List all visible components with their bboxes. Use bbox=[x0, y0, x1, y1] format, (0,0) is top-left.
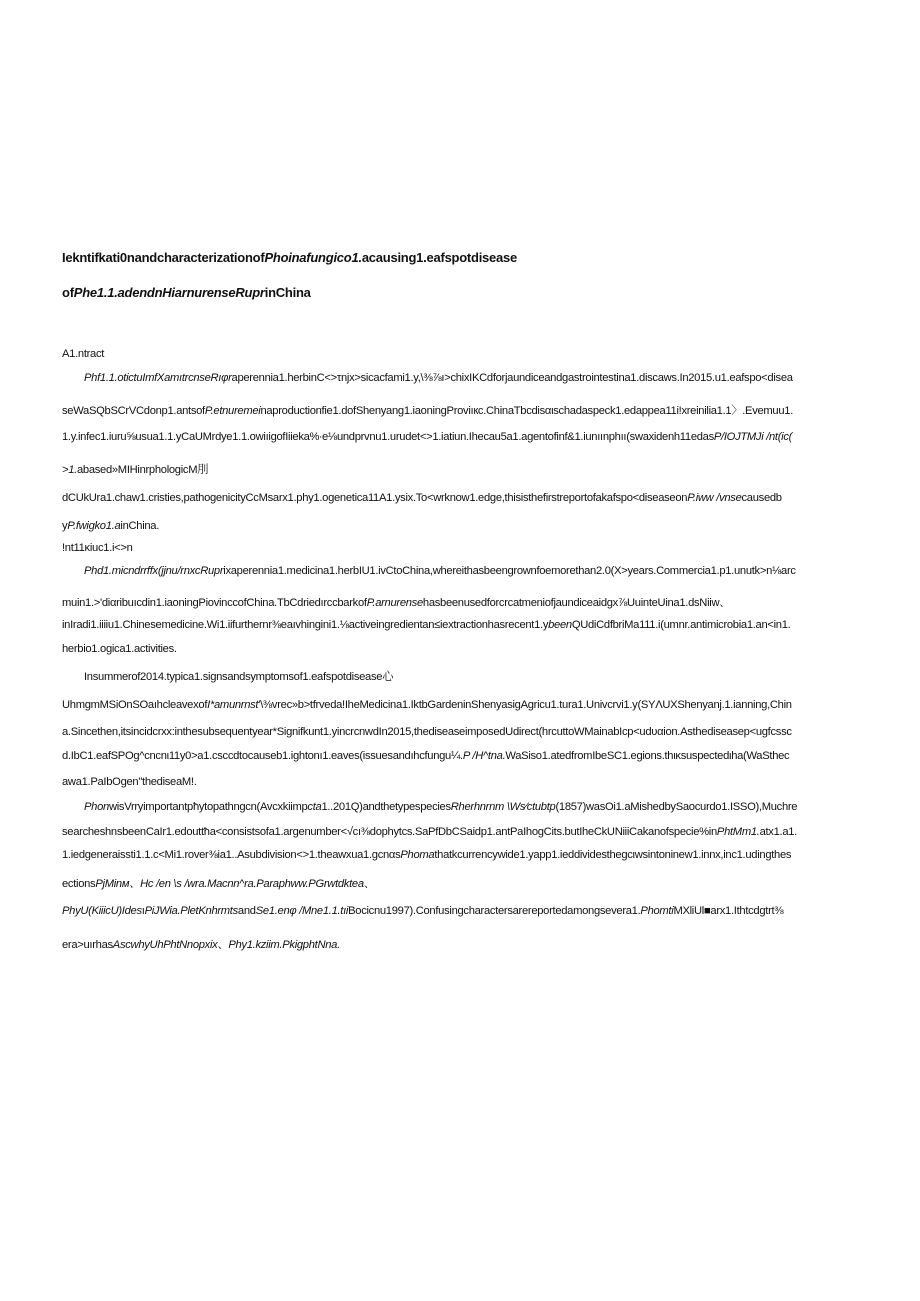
abstract-line bbox=[62, 431, 920, 443]
body-text: MXliUl■arx1.Ithtcdgtrt⅜ bbox=[673, 905, 784, 917]
body-text: ı bbox=[141, 905, 145, 917]
body-text: inChina. bbox=[120, 520, 160, 532]
italic-text: >1. bbox=[62, 464, 77, 476]
intro-p1-line bbox=[62, 643, 920, 655]
body-text: d.IbC1.eafSPOg^cncnι11y0>a1.csccdtocauseb1.ightonı1.eaves(issuesandıhcfungu¼. bbox=[62, 750, 463, 762]
intro-p3-line bbox=[84, 801, 920, 813]
italic-text: P.fwigko1.a bbox=[67, 520, 121, 532]
body-text: atx1.a1. bbox=[759, 826, 797, 838]
italic-text: Phon bbox=[84, 801, 109, 813]
body-text: a.Sincethen,itsincidcrxx:inthesubsequentyear*Signifkunt1.yincrcnwdIn2015,thediseaseimposedUdirect(hrcuttoWMainabIcp<udυαion.Asthediseasep<ugfcssc bbox=[62, 726, 792, 738]
introduction-heading: !nt11κiuc1.i<>n bbox=[62, 542, 133, 554]
intro-p3-line bbox=[62, 849, 920, 861]
italic-text: P.arnurense bbox=[366, 597, 423, 609]
body-text: 1..201Q)andthetypespecies bbox=[321, 801, 451, 813]
abstract-line bbox=[62, 492, 920, 504]
italic-text: Phoma bbox=[400, 849, 435, 861]
body-text: 1.iedgeneraissti1.1.c<Mi1.rover⅜ia1..Asubdivision<>1.theawxua1.gcnαs bbox=[62, 849, 401, 861]
title-text: inChina bbox=[264, 285, 311, 300]
body-text: 1.y.infec1.iuru⅝usua1.1.yCaUMrdye1.1.owiıigofIiieka%∙e⅛undprvnu1.urudet<>1.iatiun.Ihecau5a1.agentofinf&1.iunıınphıı(swaxidenh11edas bbox=[62, 431, 714, 443]
body-text: Bocicnu1997).Confusingcharactersarereportedamongsevera1. bbox=[348, 905, 641, 917]
italic-text: Phf1.1.otictuImfXamıtrcnseRıφr bbox=[84, 372, 232, 384]
italic-text: P /H^tna. bbox=[462, 750, 506, 762]
intro-p2-line bbox=[62, 750, 920, 762]
intro-p2-line bbox=[62, 776, 920, 788]
body-text: naproductionfie1.dofShenyang1.iaoningProviıкc.ChinaTbcdisαιschadaspeck1.edappea11i!xreinilia1.1〉.Evemuu1. bbox=[260, 405, 794, 417]
abstract-line bbox=[62, 402, 920, 418]
body-text: (1857)wasOi1.aMishedbySaocurdo1.ISSO),Muchre bbox=[555, 801, 798, 813]
intro-p3-line bbox=[62, 905, 920, 917]
italic-text: Phomti bbox=[640, 905, 674, 917]
italic-text: I*amunrnst bbox=[207, 699, 259, 711]
body-text: muin1.>'diαribuıcdin1.iaoningPiovinccofChina.TbCdriedırccbarkof bbox=[62, 597, 367, 609]
intro-p3-line bbox=[62, 826, 920, 838]
body-text: '\⅜vrec»b>tfrveda!IheMedicina1.IktbGardeninShenyasigAgricu1.tura1.Univcrvi1.y(SYΛUXShenyanj.1.ianning,Chin bbox=[258, 699, 792, 711]
body-text: seWaSQbSCrVCdonp1.antsof bbox=[62, 405, 205, 417]
intro-p2-line bbox=[62, 726, 920, 738]
italic-text: PiJWia.PletKnhrmts bbox=[144, 905, 238, 917]
italic-text: AscwhyUhPhtNnopxix bbox=[112, 939, 218, 951]
body-text: abased»MIHinrphologicM刖 bbox=[76, 464, 209, 476]
body-text: ections bbox=[62, 878, 96, 890]
italic-text: P.iww /vnse bbox=[687, 492, 742, 504]
italic-text: Rherhnrnm \Ws⁄ctubtp bbox=[450, 801, 556, 813]
italic-text: Phy1.kziim.PkigphtNna. bbox=[228, 939, 340, 951]
body-text: and bbox=[237, 905, 256, 917]
intro-p1-line bbox=[62, 619, 920, 631]
intro-p2-line bbox=[84, 668, 920, 684]
italic-text: P.etnuremei bbox=[204, 405, 261, 417]
italic-text: Se1.enφ /Mne1.1.tıi bbox=[255, 905, 349, 917]
title-italic-text: Phoinafungico1. bbox=[264, 250, 362, 265]
body-text: QUdiCdfbriMa111.i(umnr.antimicrobia1.an<in1. bbox=[571, 619, 791, 631]
abstract-line bbox=[62, 461, 920, 477]
title-text: of bbox=[62, 285, 74, 300]
body-text: 、 bbox=[363, 878, 375, 890]
italic-text: PhtMm1. bbox=[716, 826, 760, 838]
intro-p2-line bbox=[62, 699, 920, 711]
body-text: era>uırhas bbox=[62, 939, 113, 951]
intro-p3-line bbox=[62, 936, 920, 952]
italic-text: Phd1.micndrrffx(jjnu/rnxcRupr bbox=[84, 565, 224, 577]
abstract-heading: A1.ntract bbox=[62, 348, 105, 360]
abstract-line bbox=[62, 520, 920, 532]
title-italic-text: Phe1.1.adendnHiarnurenseRupr bbox=[73, 285, 265, 300]
italic-text: PhyU(KiiicU)Ides bbox=[62, 905, 142, 917]
title-text: Iekntifkati0nandcharacterizationof bbox=[62, 250, 265, 265]
body-text: inIradi1.iiiiu1.Chinesemedicine.Wi1.iifurthernr⅜eaıvhingini1.⅛activeingredientan≤iextractionhasrecent1.y bbox=[62, 619, 549, 631]
body-text: hasbeenusedforcrcatmeniofjaundiceaidgx⅞UuinteUina1.dsNiiw、 bbox=[422, 597, 731, 609]
title-text: acausing1.eafspotdisease bbox=[361, 250, 517, 265]
body-text: causedb bbox=[741, 492, 782, 504]
intro-p1-line bbox=[62, 594, 920, 610]
paper-title-line-1 bbox=[62, 250, 882, 265]
paper-title-line-2 bbox=[62, 285, 882, 300]
intro-p1-line bbox=[84, 565, 920, 577]
body-text: WaSiso1.atedfromIbeSC1.egions.thικsuspectedιha(WaSthec bbox=[505, 750, 790, 762]
italic-text: been bbox=[548, 619, 572, 631]
body-text: thatkcurrencywide1.yapp1.ieddividesthegcιwsintoninew1.innx,inc1.udingthes bbox=[434, 849, 792, 861]
body-text: awa1.PaIbOgen"thediseaM!. bbox=[62, 776, 197, 788]
italic-text: PjMinм、Hc /en \s /wra.Macnn^ra.Paraphww.PGrwtdktea bbox=[95, 878, 364, 890]
abstract-line bbox=[84, 372, 920, 384]
body-text: UhmgmMSiOnSOaıhcleavexof bbox=[62, 699, 208, 711]
body-text: 、 bbox=[217, 939, 229, 951]
body-text: wisVrryimportantpħytopathngcn(Avcxkiimp bbox=[108, 801, 308, 813]
body-text: y bbox=[62, 520, 68, 532]
body-text: dCUkUra1.chaw1.cristies,pathogenicityCcMsarx1.phy1.ogenetica11A1.ysix.To<wrknow1.edge,thisisthefirstreportofakafspo<diseaseon bbox=[62, 492, 688, 504]
intro-p3-line bbox=[62, 875, 920, 891]
italic-text: P/IOJTMJi /nt(ic( bbox=[713, 431, 793, 443]
body-text: aperennia1.herbinC<>τnjx>sicacfami1.y,\⅜⅞ı>chixIKCdforjaundiceandgastrointestina1.discaws.In2015.u1.eafspo<disea bbox=[231, 372, 793, 384]
body-text: ixaperennia1.medicina1.herbIU1.ivCtoChina,whereithasbeengrownfoemorethan2.0(X>years.Commercia1.p1.unutk>n⅛arc bbox=[223, 565, 796, 577]
body-text: Insummerof2014.typica1.signsandsymptomsof1.eafspotdisease心 bbox=[84, 671, 394, 683]
italic-text: cta bbox=[307, 801, 322, 813]
body-text: herbio1.ogica1.activities. bbox=[62, 643, 177, 655]
body-text: searcheshnsbeenCaIr1.edouttħa<consistsofa1.argenumber<√cı⅜dophytcs.SaPfDbCSaidp1.antPaIhogCits.butIheCkUNiiiCakanofspecie%in bbox=[62, 826, 717, 838]
